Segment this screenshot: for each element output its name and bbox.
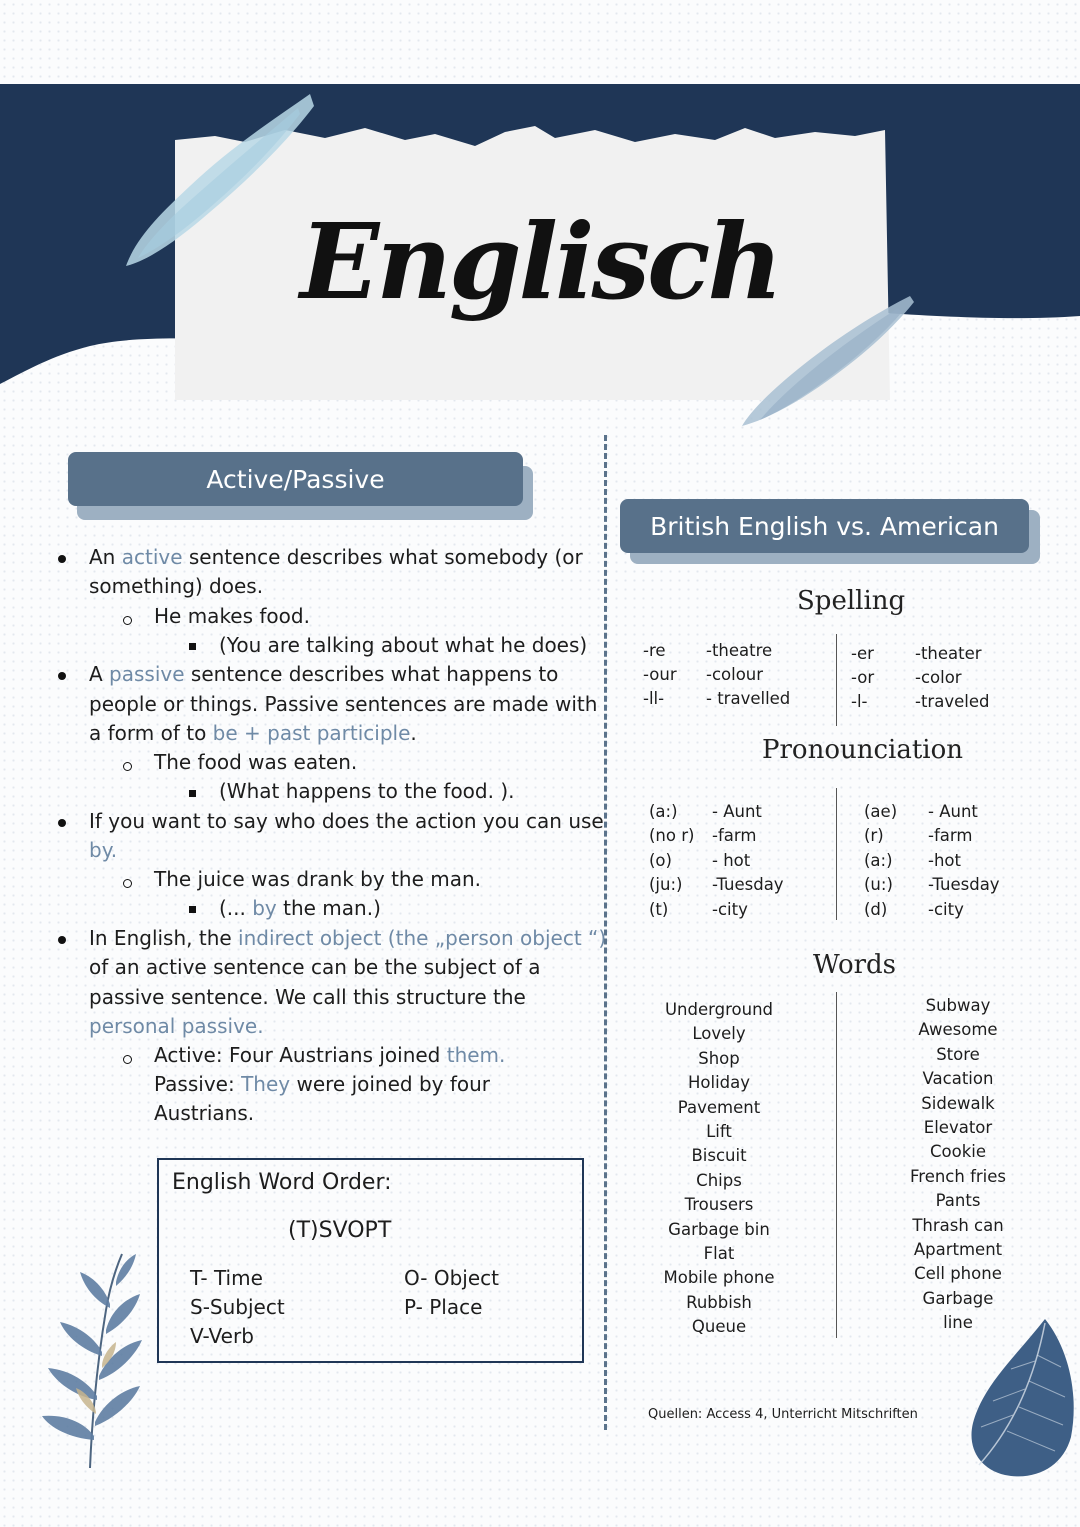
personal-passive-line3: passive sentence. We call this structure the [89, 985, 526, 1009]
spelling-title: Spelling [797, 586, 906, 616]
pron-am-word-3: -hot [928, 851, 961, 870]
passive-example-note: (What happens to the food. ). [219, 779, 515, 803]
list-item: Shop [698, 1048, 740, 1068]
spelling-brit-word-1: -theatre [706, 641, 773, 660]
pron-brit-word-4: -Tuesday [712, 875, 784, 894]
by-agent-example-note: (... by the man.) [219, 896, 381, 920]
list-item: line [943, 1313, 973, 1333]
list-item: Thrash can [912, 1215, 1004, 1235]
list-item: Elevator [923, 1118, 993, 1138]
by-agent-line2: by. [89, 838, 118, 862]
pron-brit-sym-2: (no r) [649, 826, 695, 845]
list-item: Subway [925, 996, 991, 1015]
pron-am-word-2: -farm [928, 826, 973, 845]
sub-bullet [123, 1055, 132, 1064]
british-words-list [614, 998, 824, 1340]
list-item: Rubbish [686, 1292, 752, 1312]
personal-passive-line4: personal passive. [89, 1014, 264, 1038]
passive-example: The food was eaten. [154, 750, 358, 774]
list-item: Flat [703, 1244, 735, 1264]
personal-passive-example2: Passive: They were joined by four [154, 1072, 491, 1096]
pron-brit-sym-1: (a:) [649, 802, 678, 821]
american-words-list [853, 994, 1063, 1336]
personal-passive-example3: Austrians. [154, 1101, 255, 1125]
page-title: Englisch [299, 200, 781, 323]
spelling-am-word-3: -traveled [915, 692, 990, 711]
words-divider [836, 992, 837, 1338]
sub-sub-bullet [189, 906, 196, 913]
spelling-brit-suffix-3: -ll- [643, 689, 665, 708]
list-item: Chips [696, 1170, 742, 1190]
leaf-icon [965, 1315, 1080, 1485]
list-item: Sidewalk [921, 1093, 995, 1113]
list-item: Lift [706, 1122, 732, 1142]
list-item: Store [936, 1044, 980, 1064]
bullet [58, 672, 66, 680]
bullet [58, 555, 66, 563]
by-agent-line1: If you want to say who does the action you can use [89, 809, 604, 833]
passive-definition-line1: A passive sentence describes what happens to [89, 662, 559, 686]
spelling-brit-suffix-2: -our [643, 665, 677, 684]
spelling-brit-word-3: - travelled [706, 689, 791, 708]
bullet [58, 936, 66, 944]
active-definition-line1: An active sentence describes what somebody (or [89, 545, 583, 569]
list-item: Cookie [929, 1142, 986, 1162]
pron-am-sym-5: (d) [864, 900, 888, 919]
pron-brit-sym-4: (ju:) [649, 875, 683, 894]
list-item: Holiday [687, 1073, 751, 1093]
personal-passive-line1: In English, the indirect object (the „person object “) [89, 926, 607, 950]
pron-am-word-5: -city [928, 900, 964, 919]
word-order-formula: (T)SVOPT [288, 1218, 392, 1243]
passive-definition-line2: people or things. Passive sentences are made with [89, 692, 598, 716]
active-example: He makes food. [154, 604, 310, 628]
sub-sub-bullet [189, 643, 196, 650]
list-item: Underground [664, 1000, 774, 1019]
pron-brit-word-1: - Aunt [712, 802, 762, 821]
by-agent-example: The juice was drank by the man. [154, 867, 482, 891]
list-item: Mobile phone [663, 1268, 775, 1288]
spelling-am-word-1: -theater [915, 644, 982, 663]
pron-brit-word-5: -city [712, 900, 748, 919]
word-order-s: S-Subject [190, 1295, 285, 1319]
section-header-british-american: British English vs. American [620, 499, 1029, 553]
pron-am-word-4: -Tuesday [928, 875, 1000, 894]
spelling-brit-suffix-1: -re [643, 641, 666, 660]
sub-bullet [123, 879, 132, 888]
spelling-am-suffix-1: -er [851, 644, 874, 663]
pron-brit-sym-3: (o) [649, 851, 672, 870]
pron-am-sym-4: (u:) [864, 875, 893, 894]
list-item: Apartment [913, 1240, 1003, 1260]
word-order-title: English Word Order: [172, 1170, 392, 1195]
list-item: Cell phone [914, 1264, 1002, 1284]
list-item: Vacation [922, 1069, 994, 1089]
word-order-o: O- Object [404, 1266, 500, 1290]
pron-am-sym-3: (a:) [864, 851, 893, 870]
plant-branch-icon [40, 1250, 150, 1470]
list-item: Pants [935, 1191, 981, 1211]
list-item: Garbage [922, 1288, 994, 1308]
pron-brit-sym-5: (t) [649, 900, 669, 919]
passive-definition-line3: a form of to be + past participle. [89, 721, 417, 745]
words-title: Words [813, 950, 897, 980]
active-example-note: (You are talking about what he does) [219, 633, 588, 657]
spelling-am-suffix-2: -or [851, 668, 875, 687]
sources-note: Quellen: Access 4, Unterricht Mitschriften [648, 1407, 918, 1422]
pron-brit-word-2: -farm [712, 826, 757, 845]
pronunciation-title: Pronounciation [762, 735, 964, 765]
pron-am-word-1: - Aunt [928, 802, 978, 821]
list-item: French fries [909, 1166, 1007, 1186]
spelling-brit-word-2: -colour [706, 665, 764, 684]
sub-bullet [123, 762, 132, 771]
section-header-active-passive: Active/Passive [68, 452, 523, 506]
word-order-t: T- Time [190, 1266, 263, 1290]
bullet [58, 819, 66, 827]
pronunciation-divider [836, 788, 837, 920]
list-item: Lovely [692, 1024, 746, 1044]
sub-sub-bullet [189, 790, 196, 797]
pron-brit-word-3: - hot [712, 851, 751, 870]
spelling-am-suffix-3: -l- [851, 692, 868, 711]
word-order-v: V-Verb [190, 1324, 254, 1348]
list-item: Biscuit [691, 1146, 747, 1166]
list-item: Trousers [684, 1195, 754, 1215]
active-definition-line2: something) does. [89, 574, 264, 598]
word-order-p: P- Place [404, 1295, 483, 1319]
list-item: Pavement [677, 1097, 761, 1117]
sub-bullet [123, 616, 132, 625]
spelling-divider [836, 634, 837, 726]
pron-am-sym-2: (r) [864, 826, 884, 845]
personal-passive-example1: Active: Four Austrians joined them. [154, 1043, 506, 1067]
list-item: Queue [691, 1317, 747, 1337]
list-item: Garbage bin [668, 1219, 770, 1239]
pron-am-sym-1: (ae) [864, 802, 898, 821]
spelling-am-word-2: -color [915, 668, 962, 687]
column-divider [604, 435, 607, 1430]
personal-passive-line2: of an active sentence can be the subject of a [89, 955, 541, 979]
list-item: Awesome [918, 1020, 998, 1040]
